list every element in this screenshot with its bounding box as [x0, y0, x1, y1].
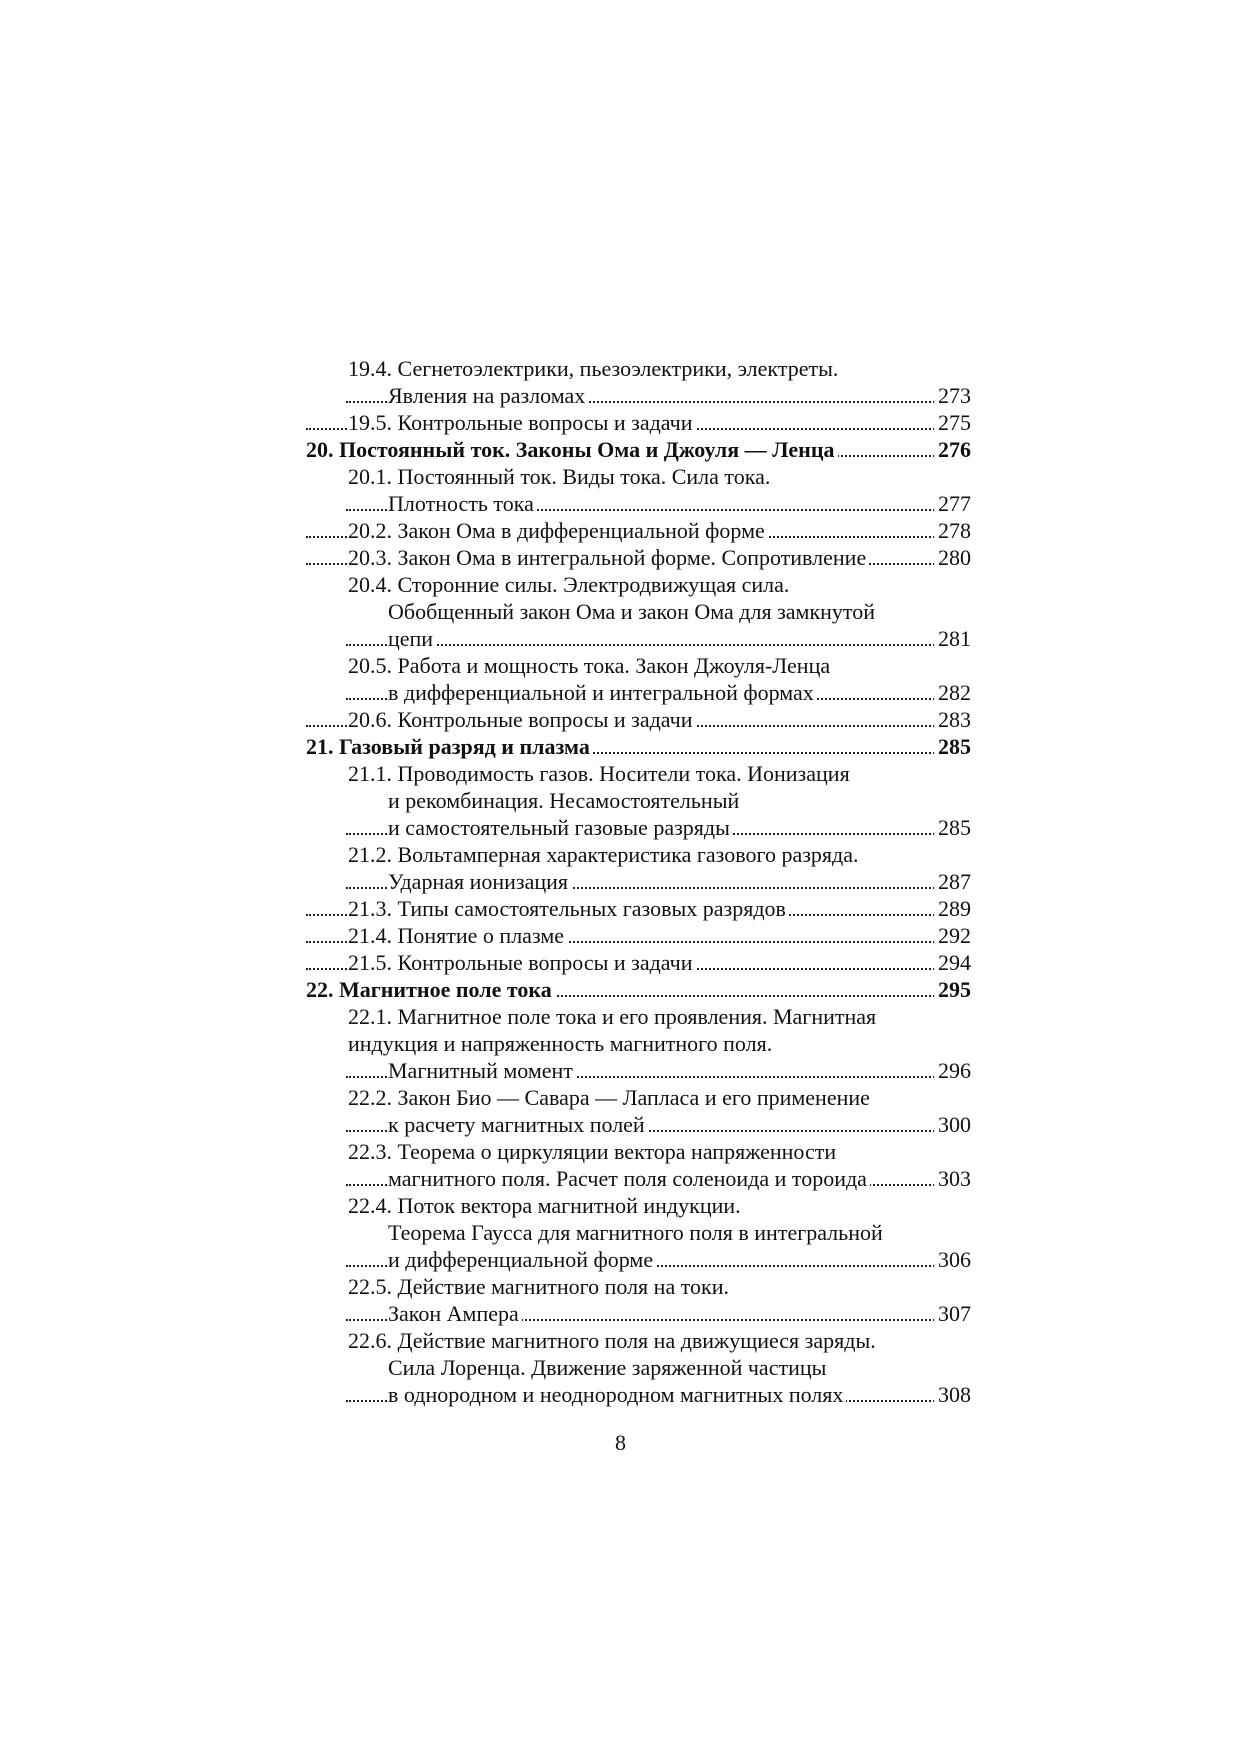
toc-line — [0, 1138, 1241, 1165]
toc-entry-text: 20.5. Работа и мощность тока. Закон Джоуля-Ленца — [348, 653, 831, 678]
toc-entry-text: 20.2. Закон Ома в дифференциальной форме — [348, 518, 768, 543]
toc-page-number: 282 — [934, 679, 971, 706]
toc-entry-text: индукция и напряженность магнитного поля. — [348, 1031, 773, 1056]
toc-page-number: 295 — [934, 976, 971, 1003]
toc-line — [0, 1273, 1241, 1300]
toc-entry-text: Плотность тока — [388, 491, 537, 516]
toc-page-number: 306 — [934, 1246, 971, 1273]
toc-page-number: 281 — [934, 625, 971, 652]
toc-entry-text: 22.6. Действие магнитного поля на движущиеся заряды. — [348, 1328, 876, 1353]
toc-entry-text: Обобщенный закон Ома и закон Ома для замкнутой — [388, 599, 876, 624]
toc-entry-text: 19.4. Сегнетоэлектрики, пьезоэлектрики, электреты. — [348, 356, 839, 381]
toc-line — [0, 814, 1241, 841]
toc-line — [0, 490, 1241, 517]
toc-line — [0, 787, 1241, 814]
toc-line — [0, 1003, 1241, 1030]
toc-chapter-title: 20. Постоянный ток. Законы Ома и Джоуля — Ленца — [306, 437, 838, 462]
toc-page-number: 277 — [934, 490, 971, 517]
table-of-contents — [0, 355, 1241, 1408]
toc-line — [0, 949, 1241, 976]
toc-page-number: 303 — [934, 1165, 971, 1192]
toc-line — [0, 706, 1241, 733]
toc-entry-text: 22.5. Действие магнитного поля на токи. — [348, 1274, 729, 1299]
toc-line — [0, 679, 1241, 706]
toc-page-number: 300 — [934, 1111, 971, 1138]
toc-line — [0, 1057, 1241, 1084]
toc-entry-text: цепи — [388, 626, 436, 651]
toc-page-number: 280 — [934, 544, 971, 571]
toc-line — [0, 922, 1241, 949]
toc-line — [0, 1246, 1241, 1273]
toc-line — [0, 1219, 1241, 1246]
toc-entry-text: 21.4. Понятие о плазме — [348, 923, 567, 948]
toc-entry-text: Закон Ампера — [388, 1301, 522, 1326]
toc-line — [0, 652, 1241, 679]
toc-entry-text: Ударная ионизация — [388, 869, 571, 894]
toc-line — [0, 760, 1241, 787]
toc-entry-text: магнитного поля. Расчет поля соленоида и тороида — [388, 1166, 870, 1191]
toc-entry-text: 21.2. Вольтамперная характеристика газового разряда. — [348, 842, 859, 867]
toc-page-number: 283 — [934, 706, 971, 733]
toc-entry-text: 22.4. Поток вектора магнитной индукции. — [348, 1193, 741, 1218]
toc-line — [0, 382, 1241, 409]
toc-page-number: 307 — [934, 1300, 971, 1327]
toc-line — [0, 895, 1241, 922]
toc-entry-text: 20.6. Контрольные вопросы и задачи — [348, 707, 696, 732]
toc-line — [0, 625, 1241, 652]
toc-entry-text: Явления на разломах — [388, 383, 588, 408]
toc-line — [0, 841, 1241, 868]
toc-line — [0, 544, 1241, 571]
toc-line — [0, 463, 1241, 490]
toc-page-number: 294 — [934, 949, 971, 976]
toc-entry-text: Теорема Гаусса для магнитного поля в интегральной — [388, 1220, 883, 1245]
toc-line — [0, 1192, 1241, 1219]
toc-page-number: 285 — [934, 814, 971, 841]
toc-page-number: 273 — [934, 382, 971, 409]
toc-line — [0, 1111, 1241, 1138]
toc-line — [0, 517, 1241, 544]
toc-page-number: 292 — [934, 922, 971, 949]
toc-line — [0, 1165, 1241, 1192]
toc-line — [0, 1327, 1241, 1354]
toc-chapter-line — [0, 436, 1241, 463]
toc-page-number: 278 — [934, 517, 971, 544]
page-number: 8 — [615, 1430, 626, 1455]
toc-entry-text: в дифференциальной и интегральной формах — [388, 680, 817, 705]
toc-entry-text: в однородном и неоднородном магнитных полях — [388, 1382, 846, 1407]
toc-page-number: 276 — [934, 436, 971, 463]
toc-entry-text: 22.3. Теорема о циркуляции вектора напряженности — [348, 1139, 837, 1164]
toc-entry-text: 21.3. Типы самостоятельных газовых разрядов — [348, 896, 789, 921]
toc-page-number: 289 — [934, 895, 971, 922]
toc-entry-text: 22.2. Закон Био — Савара — Лапласа и его применение — [348, 1085, 870, 1110]
toc-line — [0, 1381, 1241, 1408]
toc-entry-text: 22.1. Магнитное поле тока и его проявления. Магнитная — [348, 1004, 877, 1029]
toc-line — [0, 868, 1241, 895]
toc-entry-text: 21.1. Проводимость газов. Носители тока. Ионизация — [348, 761, 850, 786]
toc-entry-text: к расчету магнитных полей — [388, 1112, 648, 1137]
toc-chapter-line — [0, 733, 1241, 760]
toc-page-number: 285 — [934, 733, 971, 760]
toc-entry-text: и дифференциальной форме — [388, 1247, 656, 1272]
toc-chapter-title: 21. Газовый разряд и плазма — [306, 734, 593, 759]
toc-page-number: 296 — [934, 1057, 971, 1084]
toc-entry-text: и рекомбинация. Несамостоятельный — [388, 788, 740, 813]
toc-page-number: 275 — [934, 409, 971, 436]
toc-entry-text: 21.5. Контрольные вопросы и задачи — [348, 950, 696, 975]
toc-line — [0, 355, 1241, 382]
toc-chapter-line — [0, 976, 1241, 1003]
toc-line — [0, 1354, 1241, 1381]
toc-line — [0, 1084, 1241, 1111]
toc-entry-text: Магнитный момент — [388, 1058, 576, 1083]
toc-line — [0, 1300, 1241, 1327]
toc-line — [0, 1030, 1241, 1057]
toc-page-number: 308 — [934, 1381, 971, 1408]
toc-line — [0, 409, 1241, 436]
toc-entry-text: 20.1. Постоянный ток. Виды тока. Сила тока. — [348, 464, 771, 489]
toc-entry-text: 19.5. Контрольные вопросы и задачи — [348, 410, 696, 435]
toc-entry-text: 20.4. Сторонние силы. Электродвижущая сила. — [348, 572, 790, 597]
toc-entry-text: и самостоятельный газовые разряды — [388, 815, 733, 840]
toc-entry-text: Сила Лоренца. Движение заряженной частицы — [388, 1355, 827, 1380]
toc-line — [0, 571, 1241, 598]
toc-chapter-title: 22. Магнитное поле тока — [306, 977, 555, 1002]
toc-entry-text: 20.3. Закон Ома в интегральной форме. Сопротивление — [348, 545, 869, 570]
toc-page-number: 287 — [934, 868, 971, 895]
toc-line — [0, 598, 1241, 625]
